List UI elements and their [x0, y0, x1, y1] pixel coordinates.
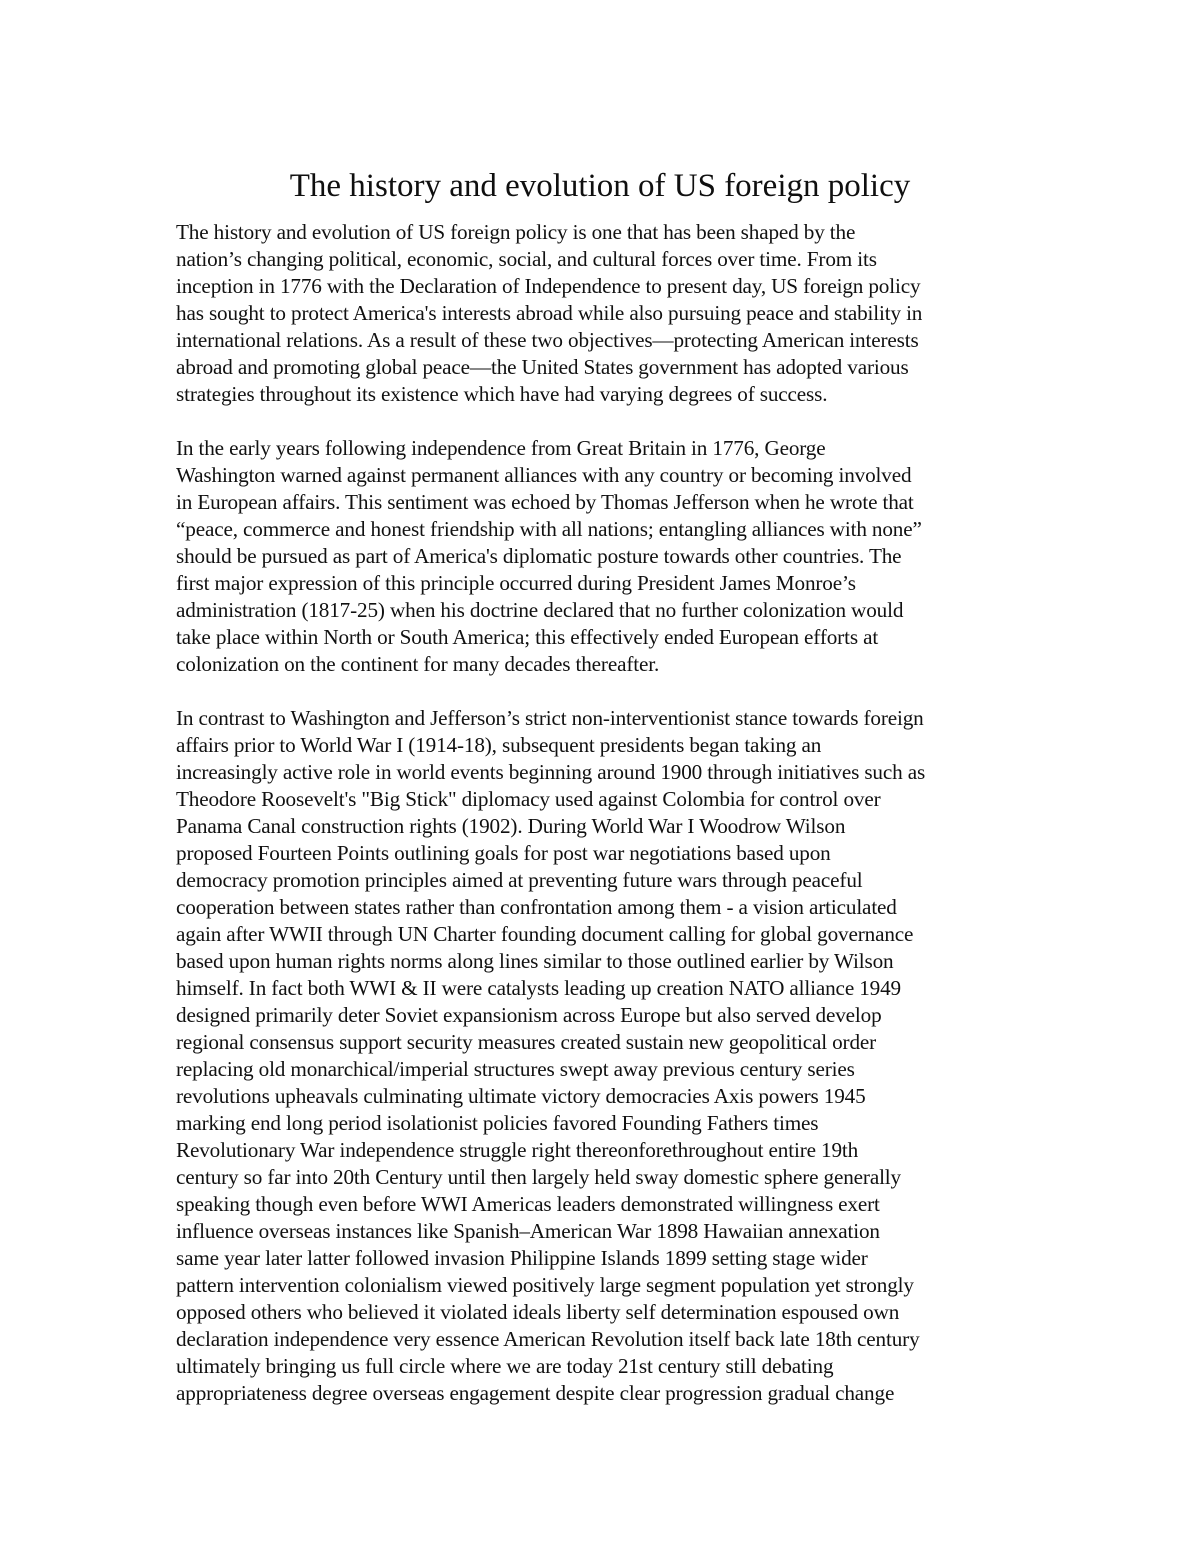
text-line: nation’s changing political, economic, social, and cultural forces over time. From its	[176, 247, 877, 271]
text-line: replacing old monarchical/imperial structures swept away previous century series	[176, 1057, 855, 1081]
paragraph-1	[176, 219, 1056, 408]
text-line: proposed Fourteen Points outlining goals for post war negotiations based upon	[176, 841, 831, 865]
text-line: “peace, commerce and honest friendship with all nations; entangling alliances with none”	[176, 517, 922, 541]
text-line: should be pursued as part of America's diplomatic posture towards other countries. The	[176, 544, 902, 568]
document-body	[176, 219, 1056, 1434]
text-line: strategies throughout its existence which have had varying degrees of success.	[176, 382, 828, 406]
document-title: The history and evolution of US foreign policy	[289, 168, 911, 204]
text-line: designed primarily deter Soviet expansionism across Europe but also served develop	[176, 1003, 882, 1027]
text-line: international relations. As a result of these two objectives—protecting American interests	[176, 328, 919, 352]
text-line: has sought to protect America's interests abroad while also pursuing peace and stability in	[176, 301, 923, 325]
text-line: regional consensus support security measures created sustain new geopolitical order	[176, 1030, 877, 1054]
text-line: again after WWII through UN Charter founding document calling for global governance	[176, 922, 914, 946]
text-line: himself. In fact both WWI & II were catalysts leading up creation NATO alliance 1949	[176, 976, 901, 1000]
text-line: abroad and promoting global peace—the United States government has adopted various	[176, 355, 909, 379]
text-line: same year later latter followed invasion Philippine Islands 1899 setting stage wider	[176, 1246, 868, 1270]
paragraph-2	[176, 435, 1056, 678]
text-line: In the early years following independence from Great Britain in 1776, George	[176, 436, 826, 460]
text-line: colonization on the continent for many decades thereafter.	[176, 652, 660, 676]
text-line: marking end long period isolationist policies favored Founding Fathers times	[176, 1111, 819, 1135]
paragraph-3	[176, 705, 1056, 1407]
text-line: appropriateness degree overseas engagement despite clear progression gradual change	[176, 1381, 895, 1405]
text-line: based upon human rights norms along lines similar to those outlined earlier by Wilson	[176, 949, 894, 973]
text-line: increasingly active role in world events beginning around 1900 through initiatives such as	[176, 760, 926, 784]
text-line: speaking though even before WWI Americas leaders demonstrated willingness exert	[176, 1192, 880, 1216]
text-line: Washington warned against permanent alliances with any country or becoming involved	[176, 463, 912, 487]
text-line: The history and evolution of US foreign policy is one that has been shaped by the	[176, 220, 856, 244]
text-line: In contrast to Washington and Jefferson’s strict non-interventionist stance towards foreign	[176, 706, 924, 730]
text-line: Theodore Roosevelt's "Big Stick" diplomacy used against Colombia for control over	[176, 787, 881, 811]
text-line: declaration independence very essence American Revolution itself back late 18th century	[176, 1327, 920, 1351]
text-line: century so far into 20th Century until then largely held sway domestic sphere generally	[176, 1165, 901, 1189]
text-line: take place within North or South America; this effectively ended European efforts at	[176, 625, 879, 649]
text-line: revolutions upheavals culminating ultimate victory democracies Axis powers 1945	[176, 1084, 866, 1108]
text-line: cooperation between states rather than confrontation among them - a vision articulated	[176, 895, 897, 919]
text-line: democracy promotion principles aimed at preventing future wars through peaceful	[176, 868, 863, 892]
text-line: influence overseas instances like Spanish–American War 1898 Hawaiian annexation	[176, 1219, 880, 1243]
text-line: inception in 1776 with the Declaration of Independence to present day, US foreign policy	[176, 274, 921, 298]
text-line: Revolutionary War independence struggle right thereonforethroughout entire 19th	[176, 1138, 859, 1162]
text-line: first major expression of this principle occurred during President James Monroe’s	[176, 571, 856, 595]
text-line: Panama Canal construction rights (1902). During World War I Woodrow Wilson	[176, 814, 846, 838]
text-line: in European affairs. This sentiment was echoed by Thomas Jefferson when he wrote that	[176, 490, 914, 514]
text-line: opposed others who believed it violated ideals liberty self determination espoused own	[176, 1300, 900, 1324]
text-line: ultimately bringing us full circle where we are today 21st century still debating	[176, 1354, 834, 1378]
text-line: affairs prior to World War I (1914-18), subsequent presidents began taking an	[176, 733, 822, 757]
text-line: administration (1817-25) when his doctrine declared that no further colonization would	[176, 598, 904, 622]
text-line: pattern intervention colonialism viewed positively large segment population yet strongly	[176, 1273, 914, 1297]
